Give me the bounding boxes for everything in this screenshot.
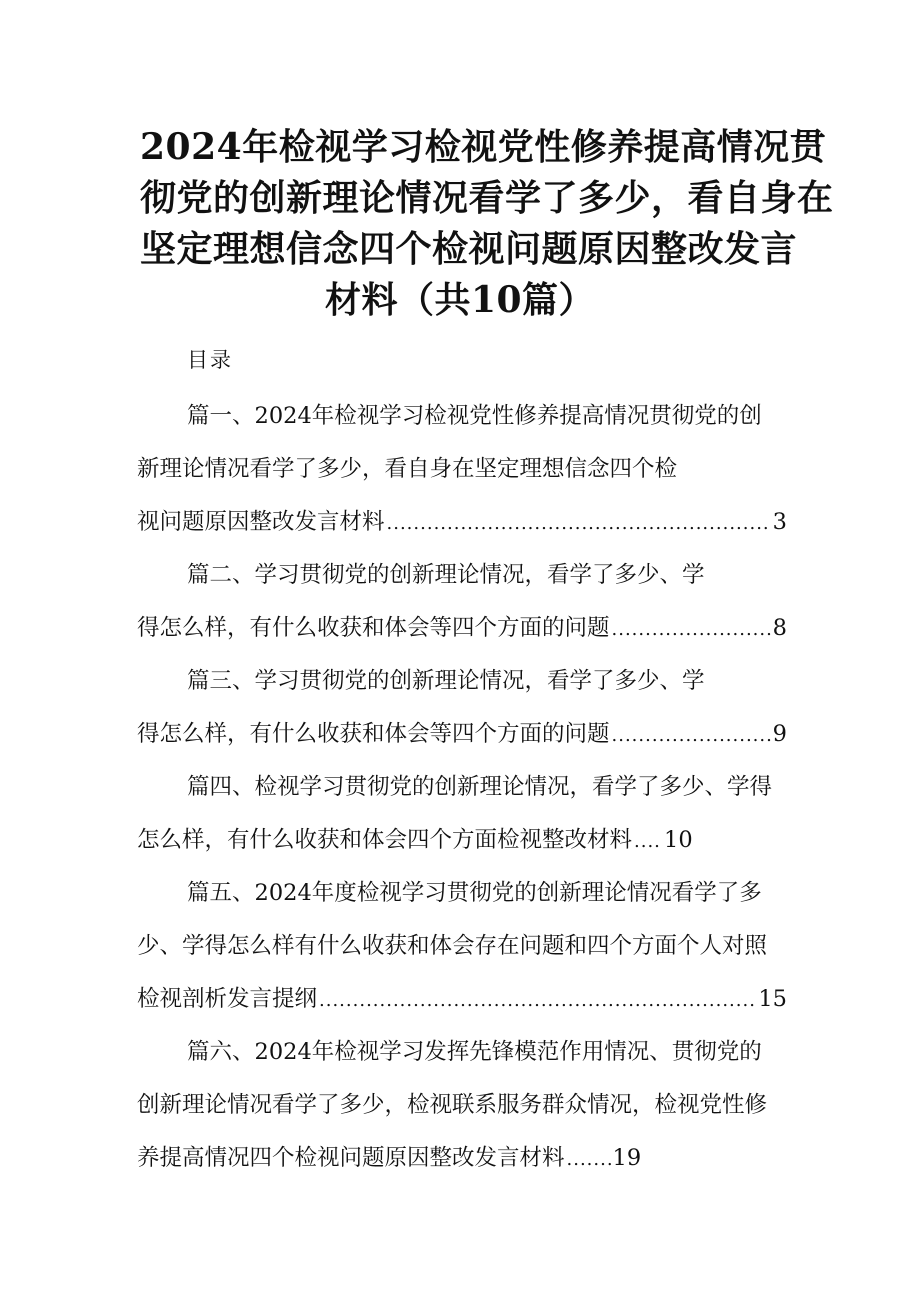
toc-page-number: 10 xyxy=(664,827,693,853)
toc-entry-line xyxy=(137,1026,787,1079)
toc-heading: 目录 xyxy=(187,348,233,372)
toc-entry-text: 得怎么样，有什么收获和体会等四个方面的问题 xyxy=(137,721,610,747)
toc-page-number: 8 xyxy=(772,615,787,641)
toc-leader-dots xyxy=(319,974,756,1027)
toc-entry-line xyxy=(137,602,787,655)
document-title xyxy=(140,122,834,326)
toc-entry-4[interactable] xyxy=(137,761,787,867)
toc-entry-text: 少、学得怎么样有什么收获和体会存在问题和四个方面个人对照 xyxy=(137,933,768,959)
toc-entry-line xyxy=(137,549,787,602)
toc-entry-line xyxy=(137,761,787,814)
toc-entry-2[interactable] xyxy=(137,549,787,655)
toc-entry-text: 怎么样，有什么收获和体会四个方面检视整改材料 xyxy=(137,827,633,853)
toc-entry-line xyxy=(137,867,787,920)
toc-leader-dots xyxy=(612,603,771,656)
toc-leader-dots xyxy=(567,1133,611,1186)
toc-entry-line xyxy=(137,390,787,443)
toc-entry-5[interactable] xyxy=(137,867,787,1026)
title-line: 彻党的创新理论情况看学了多少，看自身在 xyxy=(140,177,834,219)
toc-leader-dots xyxy=(387,497,771,550)
title-line: 坚定理想信念四个检视问题原因整改发言 xyxy=(140,228,798,270)
toc-entry-3[interactable] xyxy=(137,655,787,761)
toc-entry-line xyxy=(137,655,787,708)
toc-entry-text: 篇一、2024年检视学习检视党性修养提高情况贯彻党的创 xyxy=(187,403,762,429)
toc-entry-6[interactable] xyxy=(137,1026,787,1185)
toc-page-number: 19 xyxy=(612,1145,642,1171)
toc-entry-1[interactable] xyxy=(137,390,787,549)
title-line: 2024年检视学习检视党性修养提高情况贯 xyxy=(140,126,827,168)
toc-entry-line xyxy=(137,708,787,761)
title-line: 材料（共10篇） xyxy=(324,279,596,321)
toc-entry-line xyxy=(137,814,787,867)
toc-entry-line xyxy=(137,1079,787,1132)
toc-entry-text: 视问题原因整改发言材料 xyxy=(137,509,385,535)
toc-page-number: 3 xyxy=(772,509,787,535)
toc-entry-line xyxy=(137,496,787,549)
toc-entry-text: 篇三、学习贯彻党的创新理论情况，看学了多少、学 xyxy=(187,668,705,694)
toc-entry-line xyxy=(137,443,787,496)
toc-entry-line xyxy=(137,920,787,973)
toc-entry-text: 检视剖析发言提纲 xyxy=(137,986,318,1012)
table-of-contents xyxy=(137,390,787,1185)
toc-page-number: 15 xyxy=(758,986,787,1012)
toc-page-number: 9 xyxy=(772,721,787,747)
toc-entry-line xyxy=(137,1132,787,1185)
toc-entry-text: 篇二、学习贯彻党的创新理论情况，看学了多少、学 xyxy=(187,562,705,588)
toc-leader-dots xyxy=(612,709,771,762)
toc-entry-line xyxy=(137,973,787,1026)
toc-entry-text: 创新理论情况看学了多少，检视联系服务群众情况，检视党性修 xyxy=(137,1092,768,1118)
toc-entry-text: 新理论情况看学了多少，看自身在坚定理想信念四个检 xyxy=(137,456,678,482)
toc-entry-text: 篇五、2024年度检视学习贯彻党的创新理论情况看学了多 xyxy=(187,880,762,906)
toc-entry-text: 篇六、2024年检视学习发挥先锋模范作用情况、贯彻党的 xyxy=(187,1039,762,1065)
toc-leader-dots xyxy=(634,815,662,868)
toc-entry-text: 得怎么样，有什么收获和体会等四个方面的问题 xyxy=(137,615,610,641)
toc-entry-text: 篇四、检视学习贯彻党的创新理论情况，看学了多少、学得 xyxy=(187,774,773,800)
toc-entry-text: 养提高情况四个检视问题原因整改发言材料 xyxy=(137,1145,565,1171)
